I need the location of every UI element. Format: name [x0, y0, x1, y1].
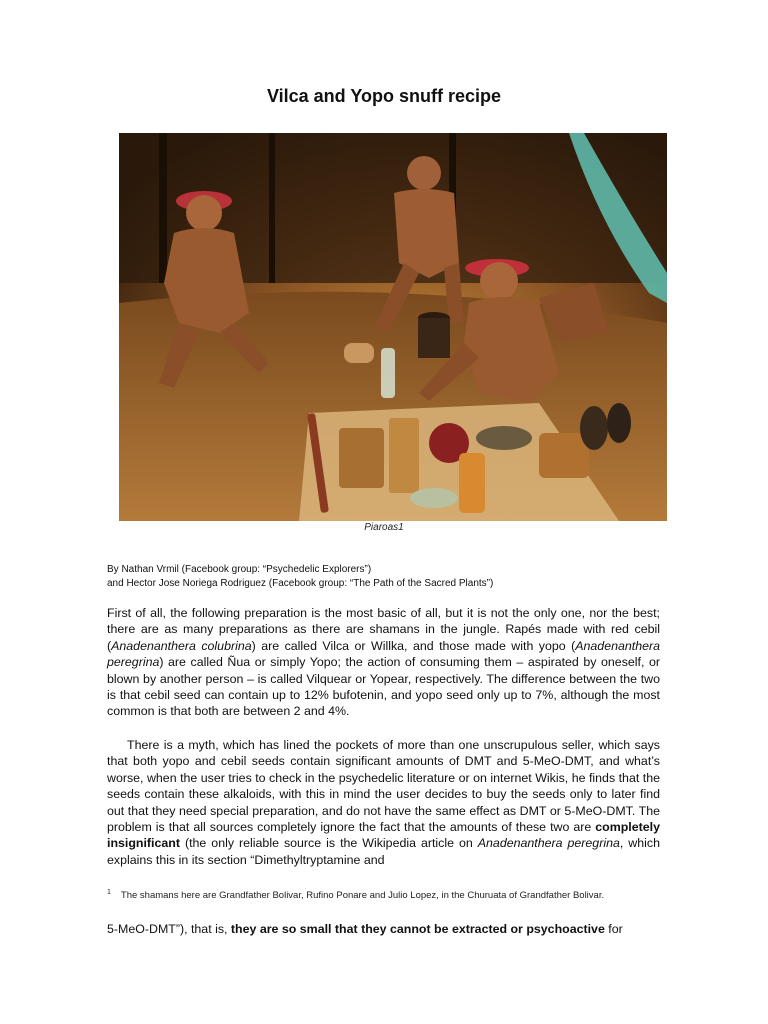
text-run: (the only reliable source is the Wikipedia article on — [179, 836, 478, 851]
byline — [107, 563, 667, 591]
text-run: 5-MeO-DMT”), that is, — [107, 922, 231, 936]
text-run: ) are called Vilca or Willka, and those made with yopo ( — [251, 638, 576, 653]
emphasis: completely insignificant — [107, 820, 660, 851]
footnote — [107, 886, 667, 903]
ceremony-photo — [119, 133, 667, 521]
footnote-text: The shamans here are Grandfather Bolivar, Rufino Ponare and Julio Lopez, in the Churuata of Grandfather Bolivar. — [120, 890, 605, 902]
text-run: There is a myth, which has lined the pockets of more than one unscrupulous seller, which says that both yopo and cebil seeds contain significant amounts of DMT and 5-MeO-DMT, and what’s worse, when the user tries to check in the psychedelic literature or on internet Wikis, he finds that the seeds contain these alkaloids, with this in mind the user decides to buy the seeds only to later find out that they need special preparation, and do not have the same effect as DMT or 5-MeO-DMT. The problem is that all sources completely ignore the fact that the amounts of these two are — [107, 738, 660, 835]
paragraph-2 — [107, 737, 660, 868]
byline-line-2: and Hector Jose Noriega Rodriguez (Facebook group: “The Path of the Sacred Plants”) — [107, 578, 494, 589]
text-run: , which explains this in its section “Dimethyltryptamine and — [107, 836, 660, 867]
species-name: Anadenanthera colubrina — [111, 638, 252, 653]
emphasis: they are so small that they cannot be extracted or psychoactive — [230, 922, 605, 936]
byline-line-1: By Nathan Vrmil (Facebook group: “Psychedelic Explorers”) — [107, 564, 372, 575]
document-title: Vilca and Yopo snuff recipe — [266, 86, 502, 106]
photo-caption: Piaroas1 — [364, 522, 404, 533]
species-name: Anadenanthera peregrina — [477, 836, 620, 851]
text-run: First of all, the following preparation is the most basic of all, but it is not the only one, nor the best; there are as many preparations as there are shamans in the jungle. Rapés made with red cebil ( — [107, 606, 660, 653]
text-run: for — [604, 922, 623, 936]
text-run: ) are called Ñua or simply Yopo; the action of consuming them – aspirated by oneself, or blown by another person – is called Vilquear or Yopear, respectively. The difference between the two is that cebil seed can contain up to 12% bufotenin, and yopo seed only up to 7%, although the most common is that both are between 2 and 4%. — [107, 655, 660, 719]
paragraph-3 — [107, 921, 660, 937]
species-name: Anadenanthera peregrina — [107, 638, 660, 670]
footnote-mark: 1 — [107, 889, 111, 896]
paragraph-1 — [107, 605, 660, 720]
